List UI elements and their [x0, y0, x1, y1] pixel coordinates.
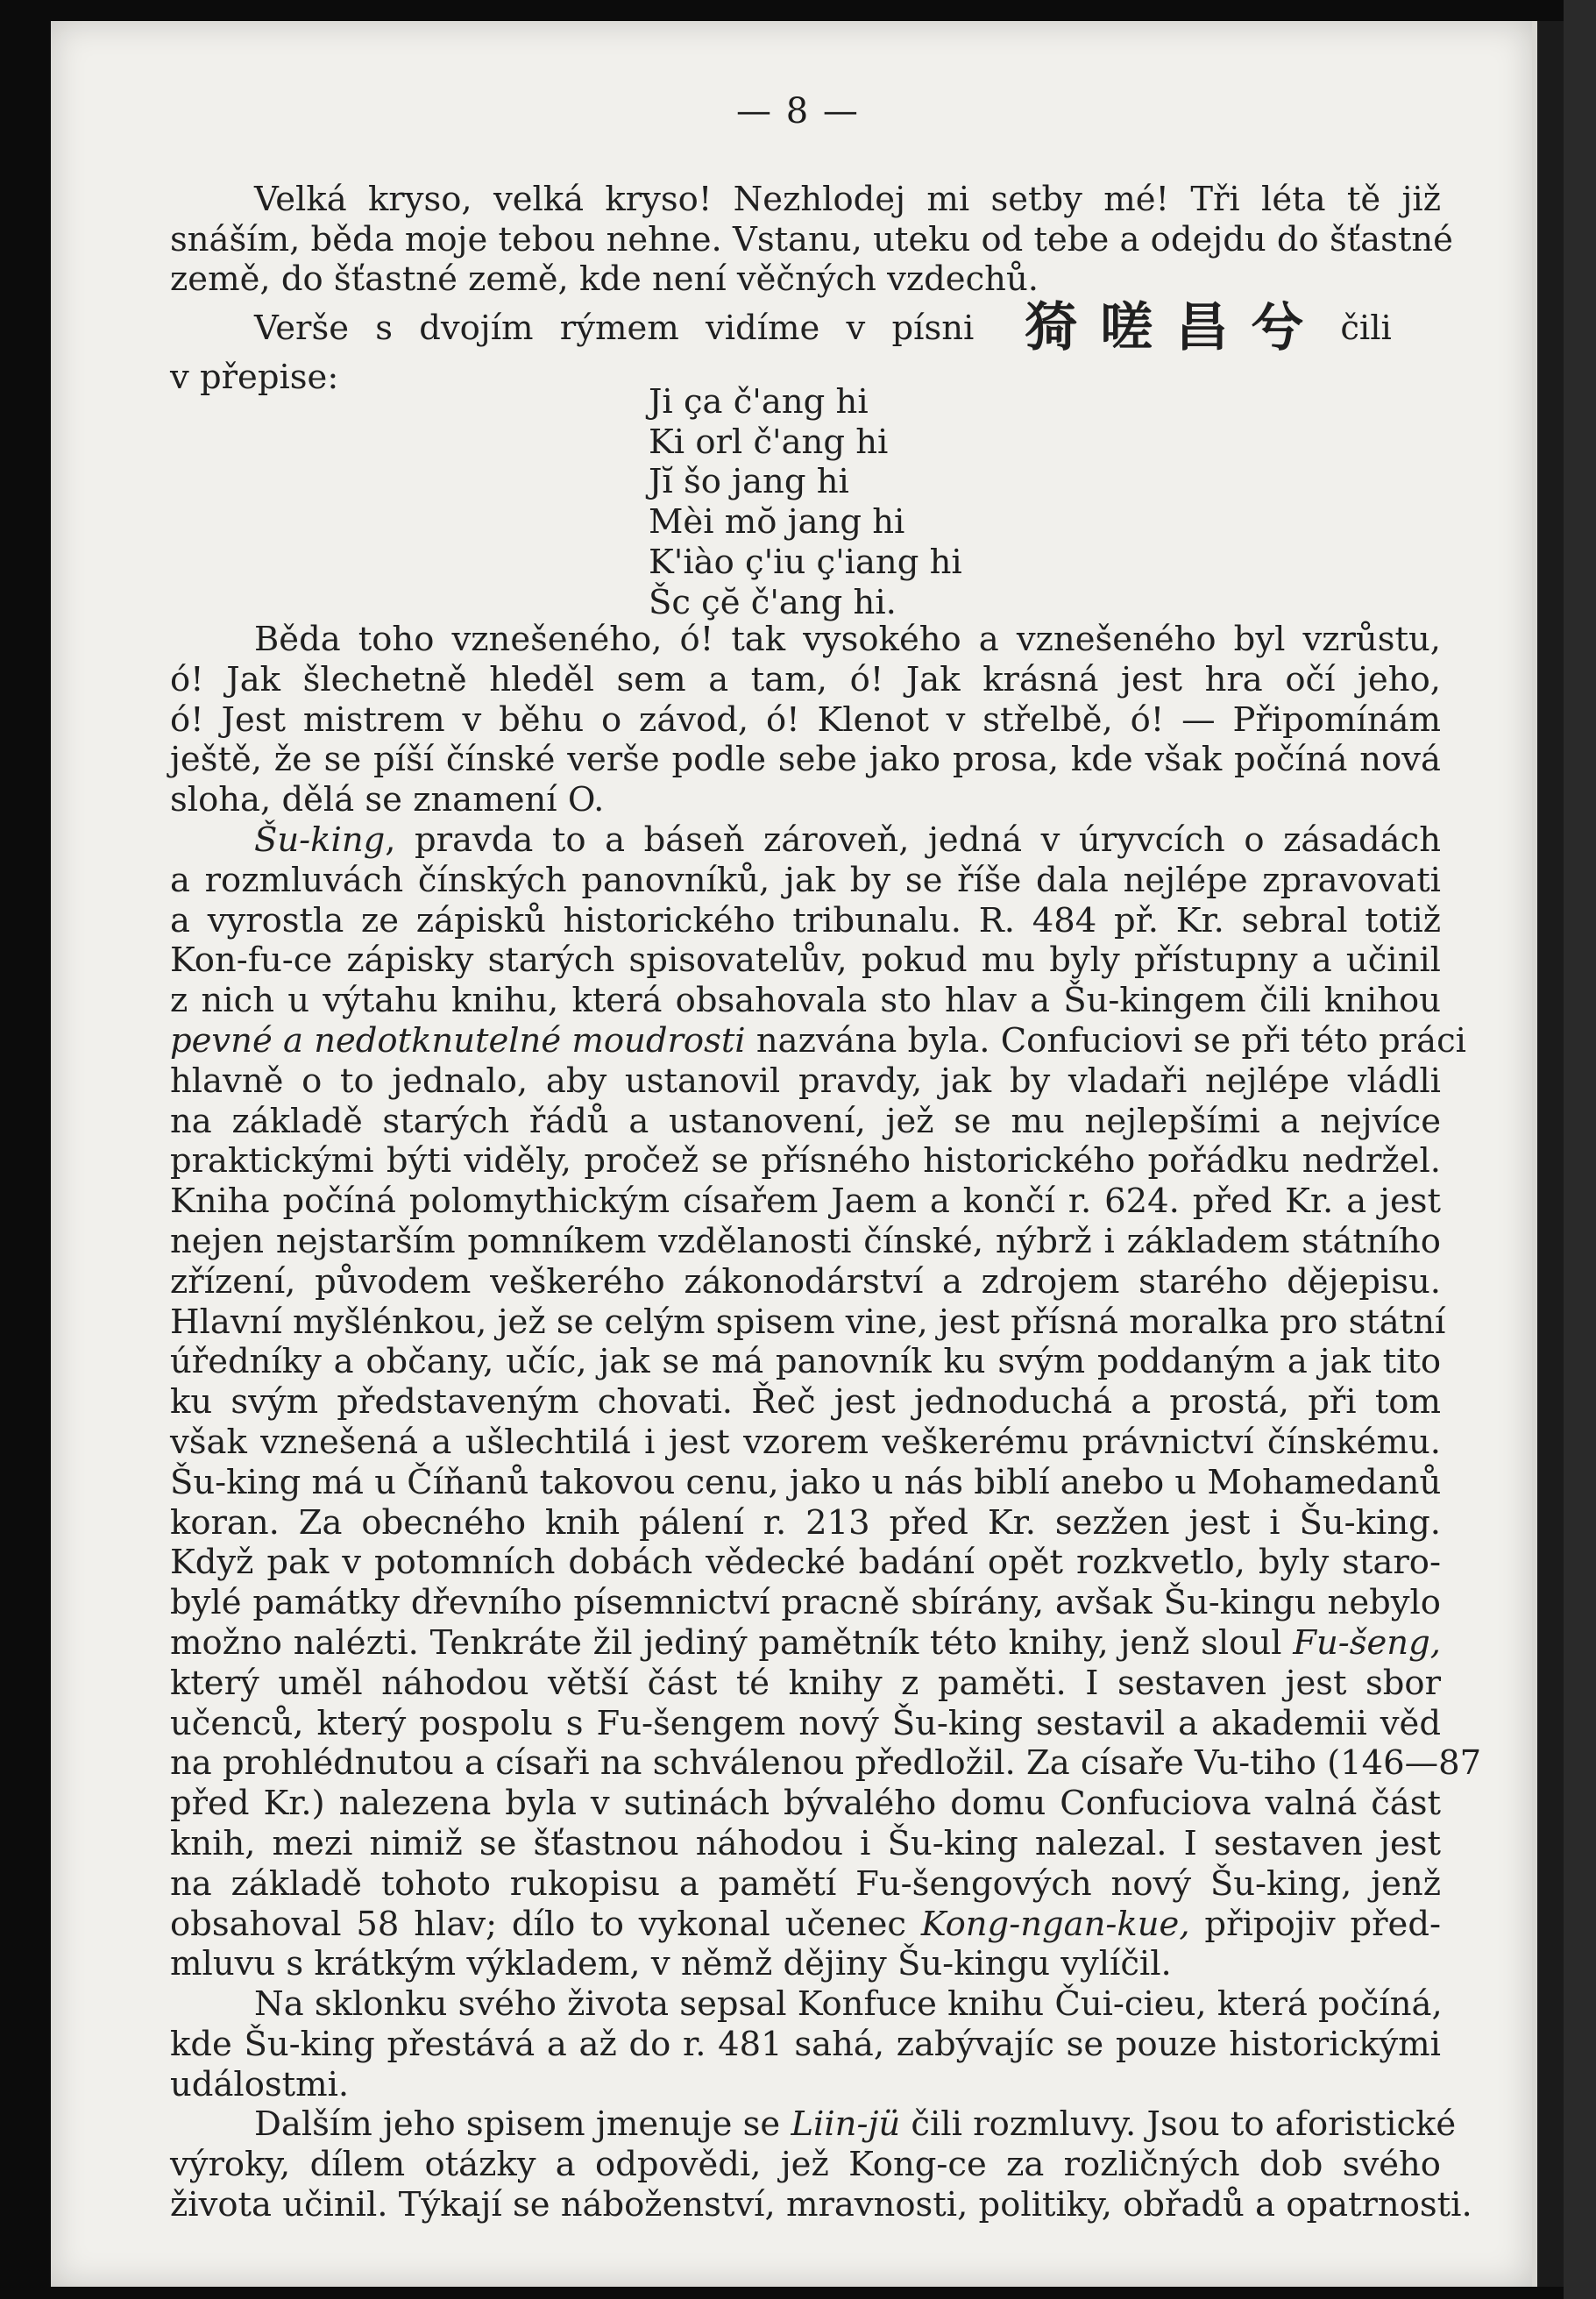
text-line — [170, 1623, 1441, 1664]
text-line: výroky, dílem otázky a odpovědi, jež Kong-ce za rozličných dob svého — [170, 2145, 1441, 2185]
text-line: Běda toho vznešeného, ó! tak vysokého a vznešeného byl vzrůstu, — [254, 620, 1441, 659]
text-line — [170, 2104, 1457, 2145]
binding-shadow — [1537, 21, 1564, 2287]
text-line: a rozmluvách čínských panovníků, jak by se říše dala nejlépe zpravovati — [170, 860, 1441, 900]
text-line: Kniha počíná polomythickým císařem Jaem a končí r. 624. před Kr. a jest — [170, 1181, 1441, 1222]
text-fragment: , pravda to a báseň zároveň, jedná v úryvcích o zásadách — [385, 820, 1441, 860]
text-line: Hlavní myšlénkou, jež se celým spisem vine, jest přísná moralka pro státní — [170, 1302, 1446, 1342]
verse-line: Jĭ šo jang hi — [649, 462, 849, 502]
text-line: nejen nejstarším pomníkem vzdělanosti čínské, nýbrž i základem státního — [170, 1221, 1441, 1261]
verse-line: Mèi mŏ jang hi — [649, 502, 905, 543]
text-line: života učinil. Týkají se náboženství, mravnosti, politiky, obřadů a opatrnosti. — [170, 2185, 1472, 2225]
text-fragment: obsahoval 58 hlav; dílo to vykonal učenec — [170, 1904, 921, 1944]
text-line: ó! Jest mistrem v běhu o závod, ó! Klenot v střelbě, ó! — Připomínám — [170, 699, 1441, 740]
text-line: koran. Za obecného knih pálení r. 213 před Kr. sezžen jest i Šu-king. — [170, 1502, 1441, 1543]
text-line: Kon-fu-ce zápisky starých spisovatelův, pokud mu byly přístupny a učinil — [170, 940, 1441, 981]
person-name: Kong-ngan-kue, — [920, 1904, 1190, 1944]
text-line: země, do šťastné země, kde není věčných vzdechů. — [170, 259, 1039, 300]
text-line: sloha, dělá se znamení O. — [170, 780, 605, 820]
text-line: ku svým představeným chovati. Řeč jest jednoduchá a prostá, při tom — [170, 1382, 1441, 1423]
text-line: Velká kryso, velká kryso! Nezhlodej mi setby mé! Tři léta tě již — [254, 180, 1441, 219]
text-line: snáším, běda moje tebou nehne. Vstanu, uteku od tebe a odejdu do šťastné — [170, 219, 1453, 259]
text-fragment: čili rozmluvy. Jsou to aforistické — [900, 2104, 1457, 2145]
verse-line: Šc çĕ č'ang hi. — [649, 582, 897, 622]
text-line: bylé památky dřevního písemnictví pracně sbírány, avšak Šu-kingu nebylo — [170, 1583, 1441, 1623]
book-title: Liin-jü — [791, 2104, 901, 2145]
text-line: Šu-king má u Číňanů takovou cenu, jako u nás biblí anebo u Mohamedanů — [170, 1462, 1442, 1502]
text-fragment: připojiv před- — [1189, 1904, 1441, 1944]
text-line: z nich u výtahu knihu, která obsahovala sto hlav a Šu-kingem čili knihou — [170, 981, 1441, 1021]
paragraph-1 — [170, 180, 1453, 300]
text-line: zřízení, původem veškerého zákonodárství a zdrojem starého dějepisu. — [170, 1261, 1441, 1302]
text-line: před Kr.) nalezena byla v sutinách bývalého domu Confuciova valná část — [170, 1784, 1441, 1824]
text-line: a vyrostla ze zápisků historického tribunalu. R. 484 př. Kr. sebral totiž — [170, 900, 1441, 940]
text-fragment: Dalším jeho spisem jmenuje se — [254, 2104, 791, 2145]
verse-line: K'iào ç'iu ç'iang hi — [649, 542, 962, 582]
chinese-characters: 猗嗟昌兮 — [1025, 297, 1327, 358]
text-line: hlavně o to jednalo, aby ustanovil pravdy, jak by vladaři nejlépe vládli — [170, 1061, 1441, 1101]
scan-margin — [1564, 0, 1596, 2299]
text-line: Na sklonku svého života sepsal Konfuce knihu Čui-cieu, která počíná, — [254, 1984, 1443, 2025]
verse-intro — [170, 297, 1441, 358]
verse-intro-suffix: čili — [1340, 309, 1392, 348]
verse-transcription — [649, 382, 962, 622]
page-number: — 8 — — [736, 91, 860, 131]
verse-intro-line-2: v přepise: — [170, 358, 339, 397]
text-line: však vznešená a ušlechtilá i jest vzorem veškerému právnictví čínskému. — [170, 1422, 1441, 1462]
text-line — [170, 1905, 1441, 1945]
person-name: Fu-šeng, — [1293, 1622, 1441, 1663]
text-line: ještě, že se píší čínské verše podle sebe jako prosa, kde však počíná nová — [170, 740, 1441, 780]
text-line: na základě starých řádů a ustanovení, jež se mu nejlepšími a nejvíce — [170, 1101, 1441, 1141]
verse-intro-text: Verše s dvojím rýmem vidíme v písni — [254, 309, 975, 348]
italic-phrase: pevné a nedotknutelné moudrosti — [170, 1020, 746, 1061]
text-line: mluvu s krátkým výkladem, v němž dějiny Šu-kingu vylíčil. — [170, 1944, 1172, 1984]
text-line: na prohlédnutou a císaři na schválenou předložil. Za císaře Vu-tiho (146—87 — [170, 1743, 1482, 1784]
text-line — [170, 820, 1441, 861]
body-text — [170, 620, 1482, 2225]
text-line: kde Šu-king přestává a až do r. 481 sahá, zabývajíc se pouze historickými — [170, 2024, 1441, 2064]
text-line: který uměl náhodou větší část té knihy z paměti. I sestaven jest sbor — [170, 1663, 1441, 1703]
verse-line: Ji ça č'ang hi — [649, 382, 869, 422]
text-line: knih, mezi nimiž se šťastnou náhodou i Šu-king nalezal. I sestaven jest — [170, 1823, 1441, 1863]
text-fragment: nazvána byla. Confuciovi se při této práci — [745, 1020, 1466, 1061]
verse-line: Ki orl č'ang hi — [649, 422, 889, 462]
text-line: událostmi. — [170, 2064, 350, 2104]
text-line: úředníky a občany, učíc, jak se má panovník ku svým poddaným a jak tito — [170, 1342, 1441, 1382]
book-title: Šu-king — [254, 820, 386, 860]
text-line: na základě tohoto rukopisu a pamětí Fu-šengových nový Šu-king, jenž — [170, 1863, 1441, 1904]
text-fragment: možno nalézti. Tenkráte žil jediný pamětník této knihy, jenž sloul — [170, 1622, 1294, 1663]
text-line: Když pak v potomních dobách vědecké badání opět rozkvetlo, byly staro- — [170, 1543, 1441, 1583]
text-line: ó! Jak šlechetně hleděl sem a tam, ó! Jak krásná jest hra očí jeho, — [170, 659, 1441, 699]
text-line: učenců, který pospolu s Fu-šengem nový Šu-king sestavil a akademii věd — [170, 1703, 1441, 1743]
text-line: praktickými býti viděly, pročež se přísného historického pořádku nedržel. — [170, 1141, 1441, 1181]
text-line — [170, 1020, 1466, 1061]
